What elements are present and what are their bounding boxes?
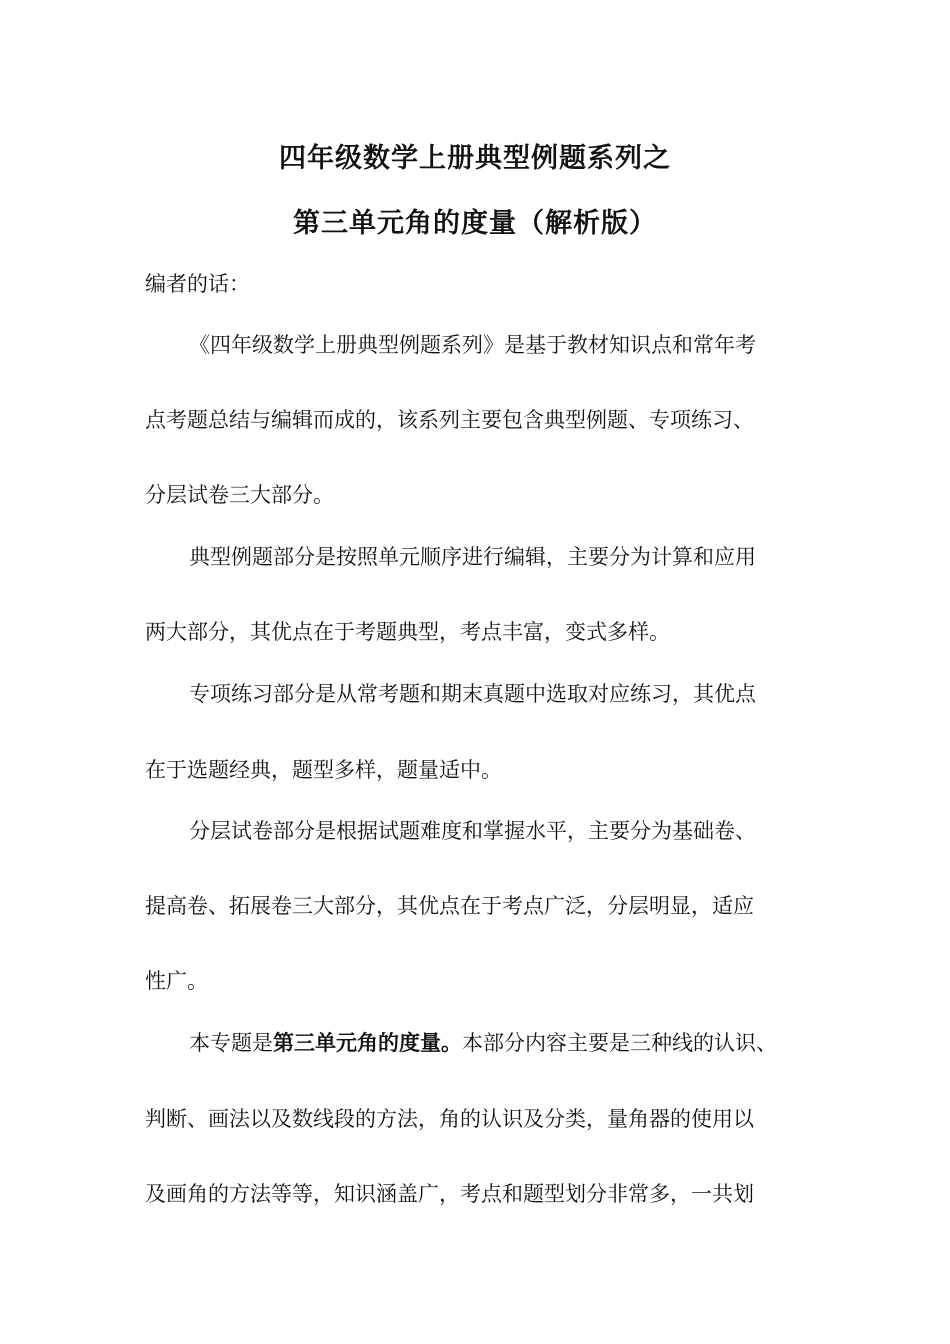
paragraph-line: 提高卷、拓展卷三大部分，其优点在于考点广泛，分层明显，适应 bbox=[145, 894, 754, 918]
editor-label: 编者的话： bbox=[145, 272, 250, 296]
paragraph-line: 专项练习部分是从常考题和期末真题中选取对应练习，其优点 bbox=[189, 682, 756, 706]
paragraph-line: 点考题总结与编辑而成的，该系列主要包含典型例题、专项练习、 bbox=[145, 408, 754, 432]
topic-prefix: 本专题是 bbox=[189, 1031, 273, 1055]
paragraph-line: 分层试卷三大部分。 bbox=[145, 483, 334, 507]
topic-suffix: 本部分内容主要是三种线的认识、 bbox=[462, 1031, 777, 1055]
document-title-line-2: 第三单元角的度量（解析版） bbox=[293, 208, 657, 239]
paragraph-line: 及画角的方法等等，知识涵盖广，考点和题型划分非常多，一共划 bbox=[145, 1182, 754, 1206]
document-title-line-1: 四年级数学上册典型例题系列之 bbox=[279, 143, 671, 174]
paragraph-line: 《四年级数学上册典型例题系列》是基于教材知识点和常年考 bbox=[189, 333, 756, 357]
paragraph-line: 在于选题经典，题型多样，题量适中。 bbox=[145, 758, 502, 782]
paragraph-line: 分层试卷部分是根据试题难度和掌握水平，主要分为基础卷、 bbox=[189, 819, 756, 843]
topic-highlight: 第三单元角的度量。 bbox=[273, 1031, 462, 1055]
paragraph-line: 典型例题部分是按照单元顺序进行编辑，主要分为计算和应用 bbox=[189, 545, 756, 569]
paragraph-line: 判断、画法以及数线段的方法，角的认识及分类，量角器的使用以 bbox=[145, 1107, 754, 1131]
paragraph-line: 性广。 bbox=[145, 969, 208, 993]
topic-paragraph-line bbox=[189, 1029, 777, 1057]
paragraph-line: 两大部分，其优点在于考题典型，考点丰富，变式多样。 bbox=[145, 620, 670, 644]
